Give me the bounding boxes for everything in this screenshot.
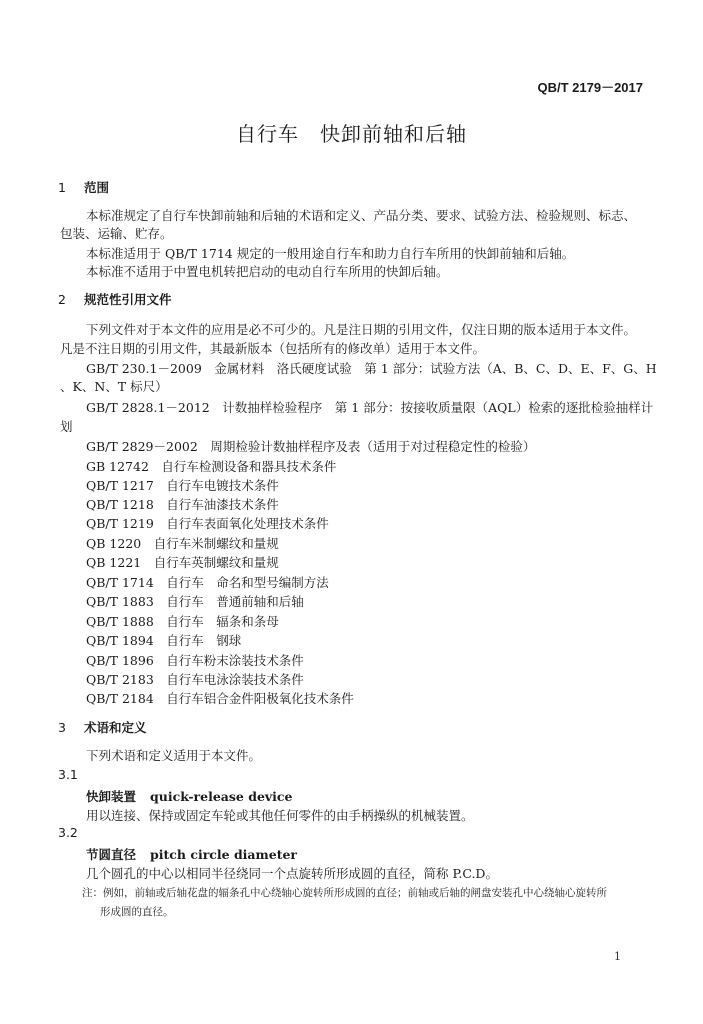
page-number: 1 <box>614 950 621 963</box>
scope-paragraph: 本标准适用于 QB/T 1714 规定的一般用途自行车和助力自行车所用的快卸前轴和后轴。 <box>86 246 575 261</box>
reference-item: QB/T 1894 自行车 钢球 <box>86 633 242 648</box>
reference-item: GB/T 230.1－2009 金属材料 洛氏硬度试验 第 1 部分：试验方法（A、B、C、D、E、F、G、H <box>86 361 657 376</box>
normative-intro-line: 凡是不注日期的引用文件，其最新版本（包括所有的修改单）适用于本文件。 <box>60 341 486 356</box>
reference-item: QB 1221 自行车英制螺纹和量规 <box>86 555 279 570</box>
term-definition: 几个圆孔的中心以相同半径绕同一个点旋转所形成圆的直径，简称 P.C.D。 <box>86 866 498 881</box>
section-title: 范围 <box>84 180 110 195</box>
reference-item: QB 1220 自行车米制螺纹和量规 <box>86 536 279 551</box>
term-note: 注：例如，前轴或后轴花盘的辐条孔中心绕轴心旋转所形成圆的直径；前轴或后轴的闸盘安装孔中心绕轴心旋转所 <box>82 887 607 899</box>
reference-item: QB/T 1217 自行车电镀技术条件 <box>86 478 279 493</box>
reference-item: QB/T 1218 自行车油漆技术条件 <box>86 497 279 512</box>
term-chinese: 节圆直径 <box>86 847 137 862</box>
normative-intro-line: 下列文件对于本文件的应用是必不可少的。凡是注日期的引用文件，仅注日期的版本适用于本文件。 <box>86 322 637 337</box>
scope-paragraph-line: 包装、运输、贮存。 <box>60 226 173 241</box>
reference-item: QB/T 1888 自行车 辐条和条母 <box>86 614 279 629</box>
section-1-heading <box>58 178 109 196</box>
reference-item: QB/T 1219 自行车表面氧化处理技术条件 <box>86 516 329 531</box>
section-2-heading <box>58 290 172 308</box>
reference-item-continued: 、K、N、T 标尺） <box>60 379 168 394</box>
terms-intro: 下列术语和定义适用于本文件。 <box>86 748 262 763</box>
section-number: 1 <box>58 180 66 195</box>
term-chinese: 快卸装置 <box>86 789 137 804</box>
reference-item-continued: 划 <box>60 419 73 434</box>
reference-item: QB/T 1896 自行车粉末涂装技术条件 <box>86 653 304 668</box>
reference-item: QB/T 1714 自行车 命名和型号编制方法 <box>86 575 329 590</box>
term-definition: 用以连接、保持或固定车轮或其他任何零件的由手柄操纵的机械装置。 <box>86 808 474 823</box>
reference-item: GB/T 2829－2002 周期检验计数抽样程序及表（适用于对过程稳定性的检验） <box>86 439 536 454</box>
section-title: 术语和定义 <box>84 720 147 735</box>
term-number: 3.1 <box>58 767 78 782</box>
section-title: 规范性引用文件 <box>84 292 172 307</box>
section-3-heading <box>58 718 147 736</box>
term-note-continued: 形成圆的直径。 <box>100 906 174 918</box>
section-number: 2 <box>58 292 66 307</box>
term-heading <box>86 787 293 805</box>
reference-item: QB/T 1883 自行车 普通前轴和后轴 <box>86 594 304 609</box>
section-number: 3 <box>58 720 66 735</box>
reference-item: GB 12742 自行车检测设备和器具技术条件 <box>86 459 337 474</box>
scope-paragraph-line: 本标准规定了自行车快卸前轴和后轴的术语和定义、产品分类、要求、试验方法、检验规则、标志、 <box>86 208 637 223</box>
reference-item: QB/T 2183 自行车电泳涂装技术条件 <box>86 672 304 687</box>
document-title: 自行车 快卸前轴和后轴 <box>236 122 467 146</box>
term-english: pitch circle diameter <box>150 847 298 862</box>
standard-number: QB/T 2179－2017 <box>537 80 643 95</box>
term-number: 3.2 <box>58 825 78 840</box>
scope-paragraph: 本标准不适用于中置电机转把启动的电动自行车所用的快卸后轴。 <box>86 264 449 279</box>
term-english: quick-release device <box>150 789 293 804</box>
term-heading <box>86 845 297 863</box>
reference-item: QB/T 2184 自行车铝合金件阳极氧化技术条件 <box>86 691 354 706</box>
reference-item: GB/T 2828.1－2012 计数抽样检验程序 第 1 部分：按接收质量限（AQL）检索的逐批检验抽样计 <box>86 400 654 415</box>
